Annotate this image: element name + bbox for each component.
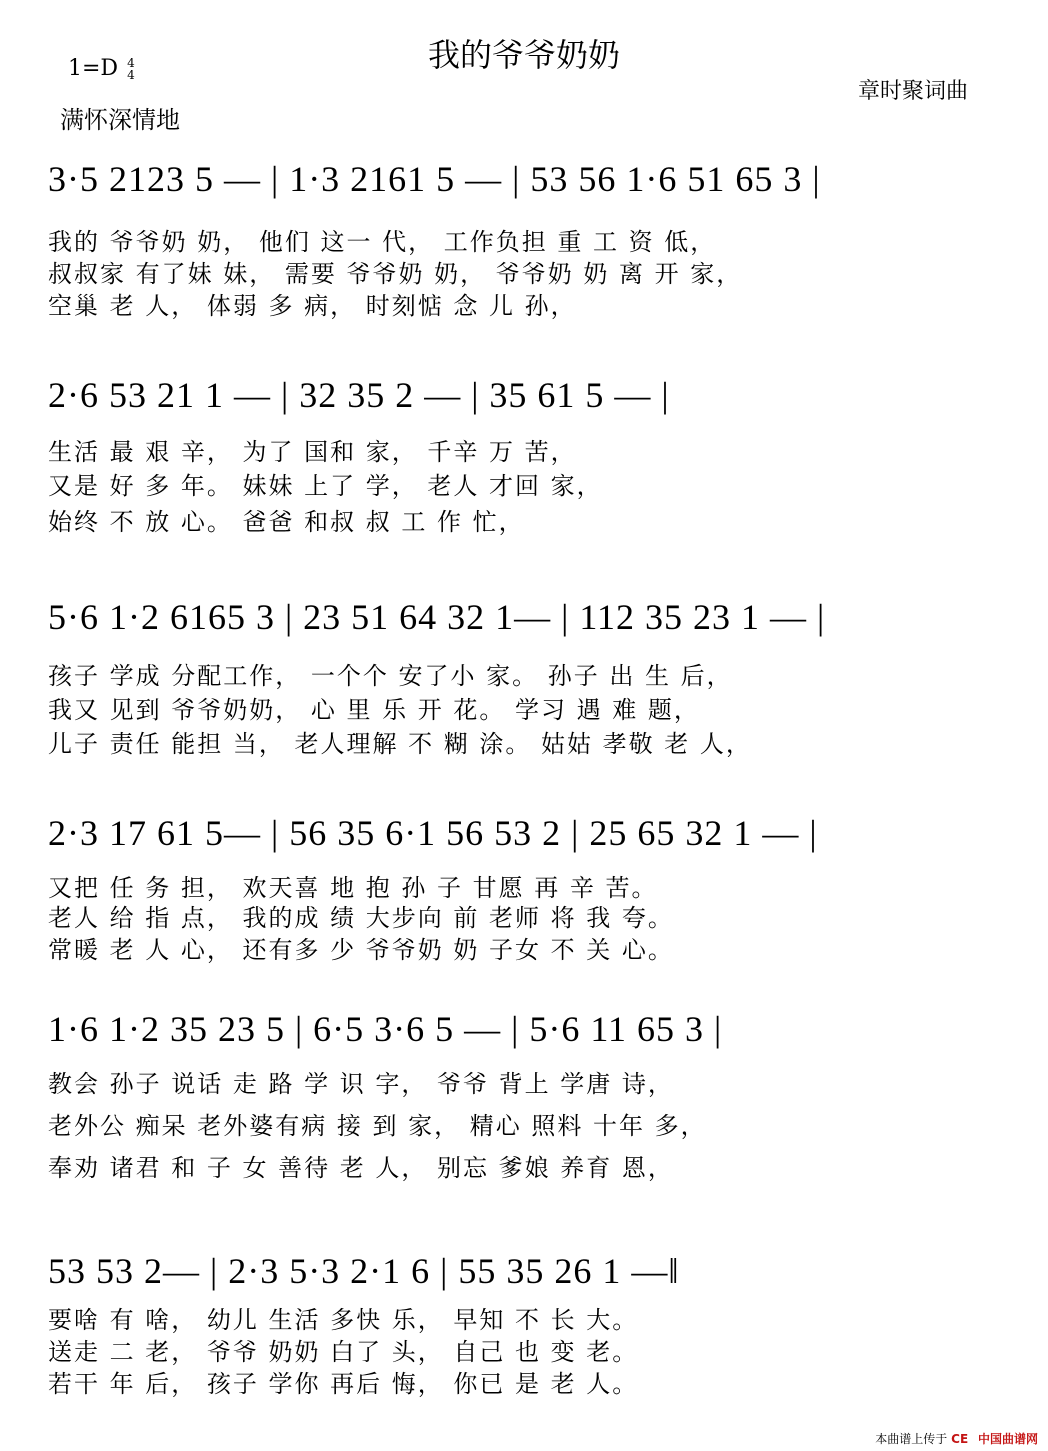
time-signature	[127, 57, 135, 81]
notation-line-5: 1·6 1·2 35 23 5 | 6·5 3·6 5 — | 5·6 11 65 3 |	[48, 1009, 723, 1049]
notation-line-2: 2·6 53 21 1 — | 32 35 2 — | 35 61 5 — |	[48, 375, 670, 415]
lyric-line-3-2: 我又 见到 爷爷奶奶， 心 里 乐 开 花。 学习 遇 难 题，	[48, 696, 700, 724]
notation-line-4: 2·3 17 61 5— | 56 35 6·1 56 53 2 | 25 65 32 1 — |	[48, 813, 818, 853]
lyric-line-3-1: 孩子 学成 分配工作， 一个个 安了小 家。 孙子 出 生 后，	[48, 662, 733, 690]
notation-line-6: 53 53 2— | 2·3 5·3 2·1 6 | 55 35 26 1 —‖	[48, 1251, 680, 1291]
lyric-line-5-3: 奉劝 诸君 和 子 女 善待 老 人， 别忘 爹娘 养育 恩，	[48, 1154, 674, 1182]
lyric-line-6-1: 要啥 有 啥， 幼儿 生活 多快 乐， 早知 不 长 大。	[48, 1306, 639, 1334]
lyric-line-6-2: 送走 二 老， 爷爷 奶奶 白了 头， 自己 也 变 老。	[48, 1338, 639, 1366]
time-sig-bottom: 4	[127, 68, 135, 82]
key-signature	[68, 56, 135, 81]
lyric-line-1-3: 空巢 老 人， 体弱 多 病， 时刻惦 念 儿 孙，	[48, 292, 577, 320]
lyric-line-2-1: 生活 最 艰 辛， 为了 国和 家， 千辛 万 苦，	[48, 438, 577, 466]
time-sig-top: 4	[127, 56, 135, 70]
site-logo-icon: CE	[951, 1432, 969, 1446]
song-title: 我的爷爷奶奶	[427, 36, 620, 74]
composer-credit: 章时聚词曲	[858, 79, 969, 104]
lyric-line-1-2: 叔叔家 有了妹 妹， 需要 爷爷奶 奶， 爷爷奶 奶 离 开 家，	[48, 260, 743, 288]
lyric-line-1-1: 我的 爷爷奶 奶， 他们 这一 代， 工作负担 重 工 资 低，	[48, 228, 717, 256]
key-label: 1=D	[68, 56, 119, 81]
lyric-line-2-2: 又是 好 多 年。 妹妹 上了 学， 老人 才回 家，	[48, 472, 603, 500]
lyric-line-5-2: 老外公 痴呆 老外婆有病 接 到 家， 精心 照料 十年 多，	[48, 1112, 707, 1140]
source-footer	[875, 1430, 1038, 1447]
lyric-line-3-3: 儿子 责任 能担 当， 老人理解 不 糊 涂。 姑姑 孝敬 老 人，	[48, 730, 752, 758]
notation-line-3: 5·6 1·2 6165 3 | 23 51 64 32 1— | 112 35 23 1 — |	[48, 597, 826, 637]
site-name-link[interactable]: 中国曲谱网	[977, 1432, 1038, 1446]
notation-line-1: 3·5 2123 5 — | 1·3 2161 5 — | 53 56 1·6 51 65 3 |	[48, 159, 821, 199]
lyric-line-4-1: 又把 任 务 担， 欢天喜 地 抱 孙 子 甘愿 再 辛 苦。	[48, 874, 658, 902]
tempo-marking: 满怀深情地	[60, 106, 180, 134]
lyric-line-2-3: 始终 不 放 心。 爸爸 和叔 叔 工 作 忙，	[48, 508, 525, 536]
upload-text: 本曲谱上传于	[875, 1432, 948, 1446]
lyric-line-6-3: 若干 年 后， 孩子 学你 再后 悔， 你已 是 老 人。	[48, 1370, 639, 1398]
lyric-line-4-3: 常暖 老 人 心， 还有多 少 爷爷奶 奶 子女 不 关 心。	[48, 936, 674, 964]
lyric-line-4-2: 老人 给 指 点， 我的成 绩 大步向 前 老师 将 我 夸。	[48, 904, 674, 932]
lyric-line-5-1: 教会 孙子 说话 走 路 学 识 字， 爷爷 背上 学唐 诗，	[48, 1070, 674, 1098]
